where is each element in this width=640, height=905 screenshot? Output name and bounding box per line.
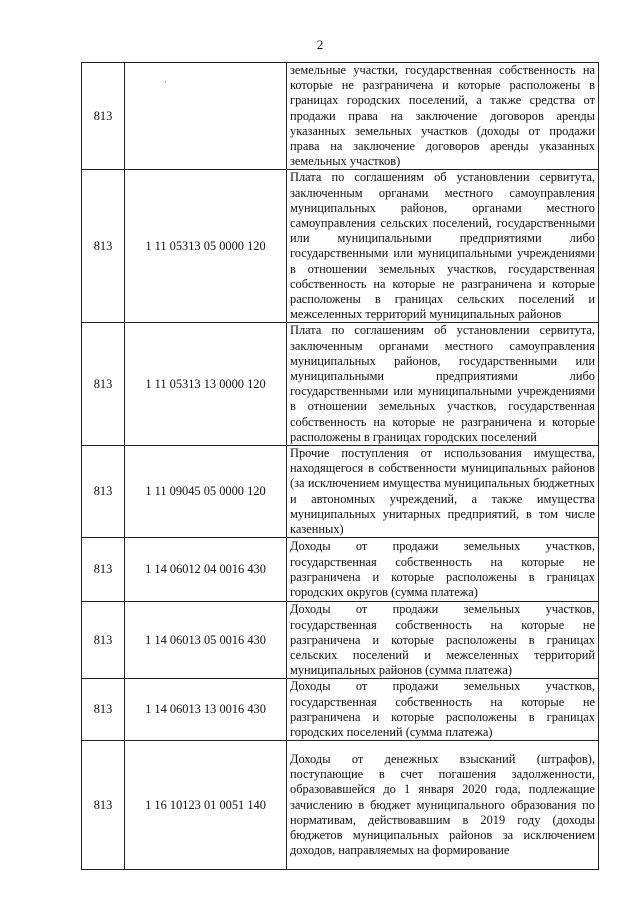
description-cell: Доходы от денежных взысканий (штрафов), поступающие в счет погашения задолженности, образовавшейся до 1 января 2020 года, подлежащие зачислению в бюджет муниципального образования по нормативам, действовавшим в 2019 году (доходы бюджетов муниципальных районов за исключением доходов, направляемых на формирование <box>287 741 599 870</box>
admin-code-cell: 813 <box>82 538 125 602</box>
admin-code-cell: 813 <box>82 602 125 679</box>
classification-code-cell: 1 11 09045 05 0000 120 <box>125 446 287 538</box>
description-cell: Доходы от продажи земельных участков, государственная собственность на которые не разграничена и которые расположены в границах городских поселений (сумма платежа) <box>287 679 599 741</box>
description-cell: Плата по соглашениям об установлении сервитута, заключенным органами местного самоуправления муниципальных районов, органами местного самоуправления сельских поселений, государственными или муниципальными предприятиями либо государственными или муниципальными учреждениями в отношении земельных участков, государственная собственность на которые не разграничена и которые расположены в границах сельских поселений и межселенных территорий муниципальных районов <box>287 170 599 323</box>
page-number: 2 <box>316 37 324 52</box>
classification-code-cell: 1 16 10123 01 0051 140 <box>125 741 287 870</box>
classification-code-cell: 1 11 05313 13 0000 120 <box>125 323 287 446</box>
table-row <box>82 538 599 602</box>
classification-code-cell: 1 14 06013 13 0016 430 <box>125 679 287 741</box>
admin-code-cell: 813 <box>82 323 125 446</box>
scan-speck: · <box>164 77 167 88</box>
table-row <box>82 741 599 870</box>
table-row <box>82 446 599 538</box>
table-row <box>82 679 599 741</box>
classification-code-cell: 1 11 05313 05 0000 120 <box>125 170 287 323</box>
admin-code-cell: 813 <box>82 446 125 538</box>
table-row <box>82 170 599 323</box>
admin-code-cell: 813 <box>82 170 125 323</box>
classification-code-cell <box>125 63 287 170</box>
admin-code-cell: 813 <box>82 679 125 741</box>
admin-code-cell: 813 <box>82 63 125 170</box>
admin-code-cell: 813 <box>82 741 125 870</box>
description-cell: Доходы от продажи земельных участков, государственная собственность на которые не разграничена и которые расположены в границах сельских поселений и межселенных территорий муниципальных районов (сумма платежа) <box>287 602 599 679</box>
table-row <box>82 602 599 679</box>
table-row <box>82 63 599 170</box>
table-row <box>82 323 599 446</box>
description-cell: Доходы от продажи земельных участков, государственная собственность на которые не разграничена и которые расположены в границах городских округов (сумма платежа) <box>287 538 599 602</box>
classification-code-cell: 1 14 06012 04 0016 430 <box>125 538 287 602</box>
description-cell: земельные участки, государственная собственность на которые не разграничена и которые расположены в границах городских поселений, а также средства от продажи права на заключение договоров аренды указанных земельных участков (доходы от продажи права на заключение договоров аренды указанных земельных участков) <box>287 63 599 170</box>
revenue-codes-table <box>81 62 599 870</box>
description-cell: Плата по соглашениям об установлении сервитута, заключенным органами местного самоуправления муниципальных районов, государственными или муниципальными предприятиями либо государственными или муниципальными учреждениями в отношении земельных участков, государственная собственность на которые не разграничена и которые расположены в границах городских поселений <box>287 323 599 446</box>
description-cell: Прочие поступления от использования имущества, находящегося в собственности муниципальных районов (за исключением имущества муниципальных бюджетных и автономных учреждений, а также имущества муниципальных унитарных предприятий, в том числе казенных) <box>287 446 599 538</box>
classification-code-cell: 1 14 06013 05 0016 430 <box>125 602 287 679</box>
